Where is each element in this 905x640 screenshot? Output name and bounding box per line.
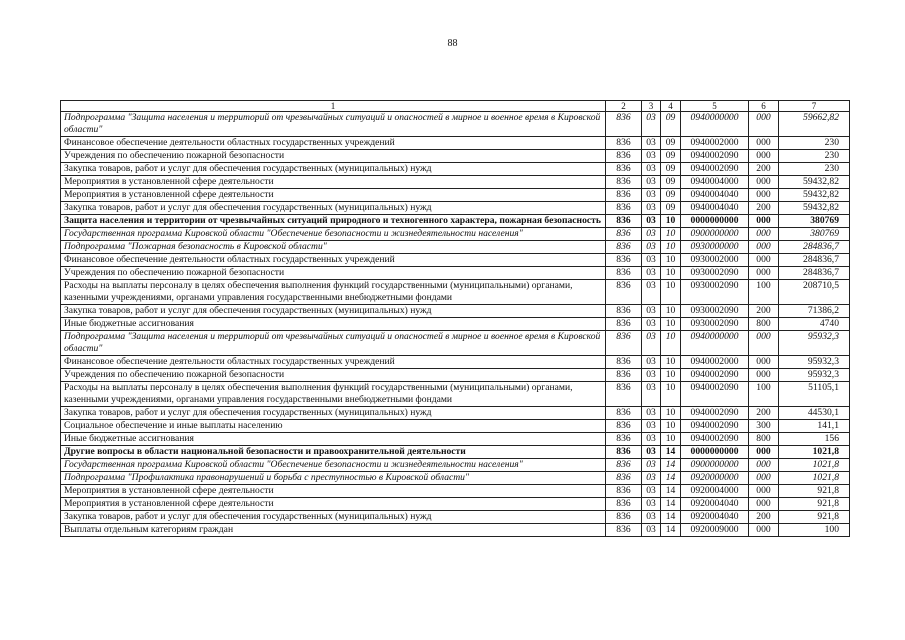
row-name-cell: Мероприятия в установленной сфере деятельности bbox=[61, 176, 606, 189]
row-subsection-cell: 14 bbox=[661, 498, 681, 511]
table-row bbox=[61, 241, 850, 254]
row-amount-cell: 95932,3 bbox=[779, 356, 850, 369]
row-section-cell: 03 bbox=[642, 407, 661, 420]
row-section-cell: 03 bbox=[642, 433, 661, 446]
row-amount-cell: 921,8 bbox=[779, 485, 850, 498]
row-name-cell: Государственная программа Кировской области "Обеспечение безопасности и жизнедеятельности населения" bbox=[61, 459, 606, 472]
row-code-cell: 836 bbox=[606, 241, 642, 254]
row-name-cell: Иные бюджетные ассигнования bbox=[61, 433, 606, 446]
row-subsection-cell: 10 bbox=[661, 280, 681, 305]
row-subsection-cell: 10 bbox=[661, 305, 681, 318]
row-name-cell: Иные бюджетные ассигнования bbox=[61, 318, 606, 331]
row-type-cell: 100 bbox=[749, 280, 779, 305]
row-amount-cell: 284836,7 bbox=[779, 267, 850, 280]
row-subsection-cell: 09 bbox=[661, 176, 681, 189]
row-target-cell: 0940002000 bbox=[681, 356, 749, 369]
row-type-cell: 200 bbox=[749, 305, 779, 318]
row-code-cell: 836 bbox=[606, 112, 642, 137]
header-cell: 4 bbox=[661, 101, 681, 112]
table-row bbox=[61, 485, 850, 498]
table-row bbox=[61, 382, 850, 407]
table-row bbox=[61, 305, 850, 318]
table-row bbox=[61, 137, 850, 150]
row-name-cell: Закупка товаров, работ и услуг для обеспечения государственных (муниципальных) нужд bbox=[61, 202, 606, 215]
row-type-cell: 000 bbox=[749, 241, 779, 254]
row-amount-cell: 51105,1 bbox=[779, 382, 850, 407]
row-subsection-cell: 10 bbox=[661, 331, 681, 356]
row-amount-cell: 59432,82 bbox=[779, 176, 850, 189]
row-section-cell: 03 bbox=[642, 369, 661, 382]
row-amount-cell: 208710,5 bbox=[779, 280, 850, 305]
row-subsection-cell: 09 bbox=[661, 202, 681, 215]
row-code-cell: 836 bbox=[606, 280, 642, 305]
row-type-cell: 000 bbox=[749, 176, 779, 189]
row-subsection-cell: 10 bbox=[661, 356, 681, 369]
row-type-cell: 300 bbox=[749, 420, 779, 433]
table-row bbox=[61, 176, 850, 189]
row-subsection-cell: 10 bbox=[661, 228, 681, 241]
row-section-cell: 03 bbox=[642, 331, 661, 356]
row-code-cell: 836 bbox=[606, 202, 642, 215]
row-amount-cell: 44530,1 bbox=[779, 407, 850, 420]
row-amount-cell: 921,8 bbox=[779, 498, 850, 511]
row-subsection-cell: 10 bbox=[661, 407, 681, 420]
row-target-cell: 0940002090 bbox=[681, 420, 749, 433]
page-number: 88 bbox=[447, 38, 458, 49]
table-row bbox=[61, 472, 850, 485]
row-section-cell: 03 bbox=[642, 137, 661, 150]
row-type-cell: 000 bbox=[749, 485, 779, 498]
row-amount-cell: 1021,8 bbox=[779, 446, 850, 459]
row-name-cell: Учреждения по обеспечению пожарной безопасности bbox=[61, 369, 606, 382]
row-amount-cell: 1021,8 bbox=[779, 459, 850, 472]
table-row bbox=[61, 163, 850, 176]
row-section-cell: 03 bbox=[642, 112, 661, 137]
row-code-cell: 836 bbox=[606, 407, 642, 420]
table-row bbox=[61, 420, 850, 433]
row-subsection-cell: 14 bbox=[661, 485, 681, 498]
row-amount-cell: 71386,2 bbox=[779, 305, 850, 318]
row-name-cell: Подпрограмма "Пожарная безопасность в Кировской области" bbox=[61, 241, 606, 254]
row-target-cell: 0940002090 bbox=[681, 163, 749, 176]
row-amount-cell: 4740 bbox=[779, 318, 850, 331]
row-type-cell: 000 bbox=[749, 356, 779, 369]
row-type-cell: 000 bbox=[749, 254, 779, 267]
row-amount-cell: 59432,82 bbox=[779, 202, 850, 215]
row-subsection-cell: 14 bbox=[661, 446, 681, 459]
row-type-cell: 000 bbox=[749, 331, 779, 356]
row-name-cell: Финансовое обеспечение деятельности областных государственных учреждений bbox=[61, 356, 606, 369]
table-row bbox=[61, 511, 850, 524]
row-name-cell: Защита населения и территории от чрезвычайных ситуаций природного и техногенного характера, пожарная безопасность bbox=[61, 215, 606, 228]
row-amount-cell: 284836,7 bbox=[779, 254, 850, 267]
row-type-cell: 000 bbox=[749, 150, 779, 163]
row-type-cell: 000 bbox=[749, 472, 779, 485]
row-amount-cell: 284836,7 bbox=[779, 241, 850, 254]
table-row bbox=[61, 254, 850, 267]
row-section-cell: 03 bbox=[642, 254, 661, 267]
row-name-cell: Учреждения по обеспечению пожарной безопасности bbox=[61, 267, 606, 280]
row-target-cell: 0930002090 bbox=[681, 280, 749, 305]
row-target-cell: 0940000000 bbox=[681, 331, 749, 356]
row-section-cell: 03 bbox=[642, 215, 661, 228]
header-cell: 3 bbox=[642, 101, 661, 112]
row-target-cell: 0920004040 bbox=[681, 511, 749, 524]
row-target-cell: 0940004040 bbox=[681, 189, 749, 202]
row-subsection-cell: 10 bbox=[661, 254, 681, 267]
table-row bbox=[61, 331, 850, 356]
row-type-cell: 100 bbox=[749, 382, 779, 407]
table-header-row bbox=[61, 101, 850, 112]
row-target-cell: 0930002000 bbox=[681, 254, 749, 267]
row-target-cell: 0940002090 bbox=[681, 382, 749, 407]
row-code-cell: 836 bbox=[606, 433, 642, 446]
row-target-cell: 0930002090 bbox=[681, 318, 749, 331]
row-amount-cell: 100 bbox=[779, 524, 850, 537]
row-code-cell: 836 bbox=[606, 228, 642, 241]
row-code-cell: 836 bbox=[606, 420, 642, 433]
row-code-cell: 836 bbox=[606, 459, 642, 472]
row-section-cell: 03 bbox=[642, 267, 661, 280]
row-amount-cell: 380769 bbox=[779, 215, 850, 228]
row-code-cell: 836 bbox=[606, 511, 642, 524]
row-amount-cell: 59432,82 bbox=[779, 189, 850, 202]
row-amount-cell: 230 bbox=[779, 137, 850, 150]
row-code-cell: 836 bbox=[606, 498, 642, 511]
row-amount-cell: 141,1 bbox=[779, 420, 850, 433]
row-section-cell: 03 bbox=[642, 305, 661, 318]
row-amount-cell: 921,8 bbox=[779, 511, 850, 524]
row-code-cell: 836 bbox=[606, 176, 642, 189]
row-target-cell: 0930000000 bbox=[681, 241, 749, 254]
row-subsection-cell: 10 bbox=[661, 267, 681, 280]
row-type-cell: 000 bbox=[749, 446, 779, 459]
row-target-cell: 0940004040 bbox=[681, 202, 749, 215]
row-section-cell: 03 bbox=[642, 150, 661, 163]
row-type-cell: 200 bbox=[749, 202, 779, 215]
table-row bbox=[61, 433, 850, 446]
row-section-cell: 03 bbox=[642, 382, 661, 407]
row-name-cell: Учреждения по обеспечению пожарной безопасности bbox=[61, 150, 606, 163]
row-amount-cell: 95932,3 bbox=[779, 369, 850, 382]
row-section-cell: 03 bbox=[642, 318, 661, 331]
header-cell: 6 bbox=[749, 101, 779, 112]
row-target-cell: 0000000000 bbox=[681, 446, 749, 459]
row-target-cell: 0930002090 bbox=[681, 305, 749, 318]
row-code-cell: 836 bbox=[606, 472, 642, 485]
row-amount-cell: 230 bbox=[779, 163, 850, 176]
row-subsection-cell: 09 bbox=[661, 150, 681, 163]
row-code-cell: 836 bbox=[606, 485, 642, 498]
row-section-cell: 03 bbox=[642, 472, 661, 485]
row-type-cell: 000 bbox=[749, 137, 779, 150]
row-subsection-cell: 10 bbox=[661, 433, 681, 446]
row-type-cell: 000 bbox=[749, 215, 779, 228]
row-code-cell: 836 bbox=[606, 150, 642, 163]
row-type-cell: 800 bbox=[749, 433, 779, 446]
row-code-cell: 836 bbox=[606, 254, 642, 267]
row-type-cell: 800 bbox=[749, 318, 779, 331]
row-target-cell: 0940004000 bbox=[681, 176, 749, 189]
row-target-cell: 0920000000 bbox=[681, 472, 749, 485]
row-subsection-cell: 10 bbox=[661, 420, 681, 433]
row-subsection-cell: 09 bbox=[661, 163, 681, 176]
row-section-cell: 03 bbox=[642, 524, 661, 537]
row-type-cell: 200 bbox=[749, 163, 779, 176]
row-section-cell: 03 bbox=[642, 459, 661, 472]
row-name-cell: Социальное обеспечение и иные выплаты населению bbox=[61, 420, 606, 433]
row-section-cell: 03 bbox=[642, 511, 661, 524]
table-row bbox=[61, 150, 850, 163]
row-name-cell: Подпрограмма "Защита населения и территорий от чрезвычайных ситуаций и опасностей в мирное и военное время в Кировской области" bbox=[61, 331, 606, 356]
row-subsection-cell: 10 bbox=[661, 382, 681, 407]
row-subsection-cell: 10 bbox=[661, 369, 681, 382]
row-name-cell: Расходы на выплаты персоналу в целях обеспечения выполнения функций государственными (муниципальными) органами, казенными учреждениями, органами управления государственными внебюджетными фондами bbox=[61, 280, 606, 305]
table-row bbox=[61, 318, 850, 331]
row-name-cell: Расходы на выплаты персоналу в целях обеспечения выполнения функций государственными (муниципальными) органами, казенными учреждениями, органами управления государственными внебюджетными фондами bbox=[61, 382, 606, 407]
row-type-cell: 000 bbox=[749, 459, 779, 472]
header-cell: 2 bbox=[606, 101, 642, 112]
row-code-cell: 836 bbox=[606, 215, 642, 228]
row-code-cell: 836 bbox=[606, 318, 642, 331]
row-type-cell: 000 bbox=[749, 228, 779, 241]
row-target-cell: 0900000000 bbox=[681, 459, 749, 472]
row-name-cell: Закупка товаров, работ и услуг для обеспечения государственных (муниципальных) нужд bbox=[61, 305, 606, 318]
row-subsection-cell: 14 bbox=[661, 524, 681, 537]
row-target-cell: 0920004000 bbox=[681, 485, 749, 498]
row-section-cell: 03 bbox=[642, 228, 661, 241]
table-row bbox=[61, 280, 850, 305]
row-code-cell: 836 bbox=[606, 137, 642, 150]
header-cell: 5 bbox=[681, 101, 749, 112]
row-target-cell: 0940000000 bbox=[681, 112, 749, 137]
row-subsection-cell: 09 bbox=[661, 137, 681, 150]
row-target-cell: 0000000000 bbox=[681, 215, 749, 228]
row-amount-cell: 230 bbox=[779, 150, 850, 163]
table-row bbox=[61, 498, 850, 511]
row-subsection-cell: 14 bbox=[661, 472, 681, 485]
row-subsection-cell: 10 bbox=[661, 318, 681, 331]
table-row bbox=[61, 202, 850, 215]
row-target-cell: 0900000000 bbox=[681, 228, 749, 241]
row-type-cell: 000 bbox=[749, 524, 779, 537]
table-row bbox=[61, 407, 850, 420]
table-row bbox=[61, 459, 850, 472]
row-amount-cell: 380769 bbox=[779, 228, 850, 241]
row-subsection-cell: 10 bbox=[661, 215, 681, 228]
row-section-cell: 03 bbox=[642, 280, 661, 305]
header-cell: 7 bbox=[779, 101, 850, 112]
row-name-cell: Финансовое обеспечение деятельности областных государственных учреждений bbox=[61, 254, 606, 267]
row-name-cell: Подпрограмма "Защита населения и территорий от чрезвычайных ситуаций и опасностей в мирное и военное время в Кировской области" bbox=[61, 112, 606, 137]
row-code-cell: 836 bbox=[606, 267, 642, 280]
row-subsection-cell: 09 bbox=[661, 112, 681, 137]
row-name-cell: Мероприятия в установленной сфере деятельности bbox=[61, 189, 606, 202]
row-subsection-cell: 14 bbox=[661, 511, 681, 524]
row-name-cell: Подпрограмма "Профилактика правонарушений и борьба с преступностью в Кировской области" bbox=[61, 472, 606, 485]
row-target-cell: 0920004040 bbox=[681, 498, 749, 511]
table-row bbox=[61, 446, 850, 459]
row-section-cell: 03 bbox=[642, 163, 661, 176]
row-code-cell: 836 bbox=[606, 382, 642, 407]
table-row bbox=[61, 356, 850, 369]
row-section-cell: 03 bbox=[642, 241, 661, 254]
row-code-cell: 836 bbox=[606, 369, 642, 382]
table-row bbox=[61, 267, 850, 280]
table-row bbox=[61, 228, 850, 241]
header-cell: 1 bbox=[61, 101, 606, 112]
row-code-cell: 836 bbox=[606, 356, 642, 369]
row-subsection-cell: 10 bbox=[661, 241, 681, 254]
row-section-cell: 03 bbox=[642, 446, 661, 459]
row-section-cell: 03 bbox=[642, 420, 661, 433]
budget-table bbox=[60, 100, 850, 537]
row-target-cell: 0940002090 bbox=[681, 369, 749, 382]
row-name-cell: Закупка товаров, работ и услуг для обеспечения государственных (муниципальных) нужд bbox=[61, 407, 606, 420]
row-name-cell: Мероприятия в установленной сфере деятельности bbox=[61, 485, 606, 498]
row-section-cell: 03 bbox=[642, 202, 661, 215]
row-name-cell: Закупка товаров, работ и услуг для обеспечения государственных (муниципальных) нужд bbox=[61, 511, 606, 524]
row-code-cell: 836 bbox=[606, 189, 642, 202]
row-target-cell: 0920009000 bbox=[681, 524, 749, 537]
row-name-cell: Государственная программа Кировской области "Обеспечение безопасности и жизнедеятельности населения" bbox=[61, 228, 606, 241]
table-row bbox=[61, 112, 850, 137]
row-code-cell: 836 bbox=[606, 305, 642, 318]
table-row bbox=[61, 215, 850, 228]
row-target-cell: 0940002090 bbox=[681, 150, 749, 163]
row-type-cell: 000 bbox=[749, 189, 779, 202]
row-section-cell: 03 bbox=[642, 485, 661, 498]
row-amount-cell: 95932,3 bbox=[779, 331, 850, 356]
row-name-cell: Мероприятия в установленной сфере деятельности bbox=[61, 498, 606, 511]
row-type-cell: 000 bbox=[749, 112, 779, 137]
row-name-cell: Выплаты отдельным категориям граждан bbox=[61, 524, 606, 537]
row-section-cell: 03 bbox=[642, 498, 661, 511]
row-type-cell: 000 bbox=[749, 267, 779, 280]
row-type-cell: 000 bbox=[749, 498, 779, 511]
row-amount-cell: 59662,82 bbox=[779, 112, 850, 137]
row-code-cell: 836 bbox=[606, 446, 642, 459]
row-target-cell: 0930002090 bbox=[681, 267, 749, 280]
row-target-cell: 0940002000 bbox=[681, 137, 749, 150]
table-row bbox=[61, 524, 850, 537]
row-type-cell: 200 bbox=[749, 407, 779, 420]
row-section-cell: 03 bbox=[642, 176, 661, 189]
row-code-cell: 836 bbox=[606, 524, 642, 537]
row-section-cell: 03 bbox=[642, 356, 661, 369]
table-row bbox=[61, 369, 850, 382]
row-target-cell: 0940002090 bbox=[681, 407, 749, 420]
row-code-cell: 836 bbox=[606, 163, 642, 176]
row-target-cell: 0940002090 bbox=[681, 433, 749, 446]
row-amount-cell: 1021,8 bbox=[779, 472, 850, 485]
row-name-cell: Другие вопросы в области национальной безопасности и правоохранительной деятельности bbox=[61, 446, 606, 459]
row-amount-cell: 156 bbox=[779, 433, 850, 446]
row-section-cell: 03 bbox=[642, 189, 661, 202]
row-type-cell: 200 bbox=[749, 511, 779, 524]
row-subsection-cell: 14 bbox=[661, 459, 681, 472]
row-subsection-cell: 09 bbox=[661, 189, 681, 202]
row-name-cell: Закупка товаров, работ и услуг для обеспечения государственных (муниципальных) нужд bbox=[61, 163, 606, 176]
row-type-cell: 000 bbox=[749, 369, 779, 382]
row-name-cell: Финансовое обеспечение деятельности областных государственных учреждений bbox=[61, 137, 606, 150]
table-row bbox=[61, 189, 850, 202]
row-code-cell: 836 bbox=[606, 331, 642, 356]
